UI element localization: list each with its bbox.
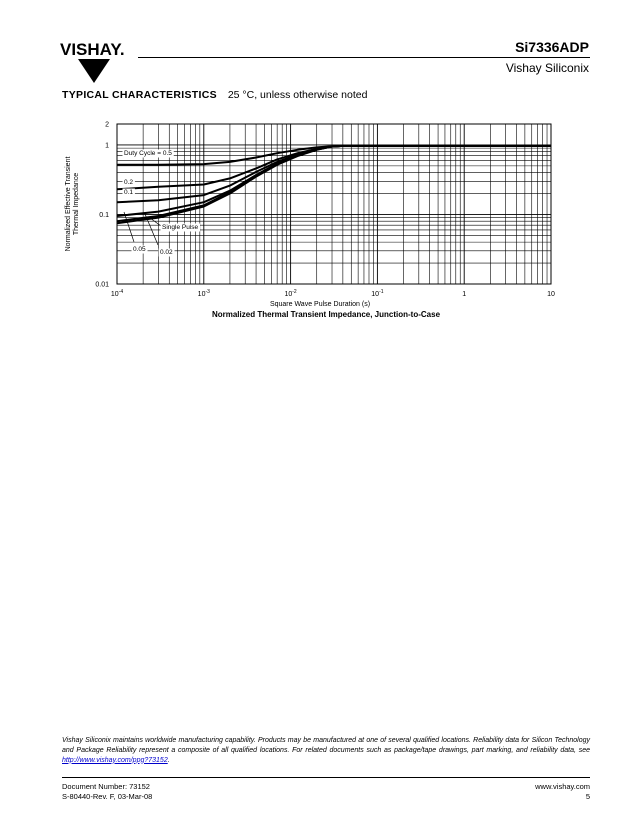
chart-curves [117, 146, 551, 223]
y-tick-label: 1 [105, 142, 109, 150]
part-number: Si7336ADP [515, 39, 589, 55]
brand-line: Vishay Siliconix [505, 61, 589, 75]
label-duty-cycle-0-02: 0.02 [160, 249, 173, 256]
curve-d002 [117, 146, 551, 221]
document-revision: S-80440-Rev. F, 03-Mar-08 [62, 792, 153, 801]
label-single-pulse: Single Pulse [162, 224, 199, 231]
curve-d005 [117, 146, 551, 216]
label-duty-cycle-0-5: Duty Cycle = 0.5 [124, 150, 172, 157]
y-tick-label: 2 [105, 121, 109, 129]
curve-single [117, 146, 551, 223]
x-tick-label: 1 [462, 291, 467, 298]
leader-single-pulse [150, 218, 161, 226]
leader-0-05 [124, 212, 134, 242]
document-number: Document Number: 73152 [62, 782, 150, 791]
label-duty-cycle-0-1: 0.1 [124, 189, 134, 196]
footer-note-text: Vishay Siliconix maintains worldwide manufacturing capability. Products may be manufactured at one of several qualified locations. Reliability data for Silicon Technology and Package Reliability represent a composite of all qualified locations. For related documents such as package/tape drawings, part marking, and reliability data, see [62, 737, 590, 754]
thermal-impedance-chart [0, 0, 641, 340]
x-tick-label: 10 [547, 291, 555, 298]
y-axis-label-line-1: Normalized Effective Transient [65, 156, 72, 252]
x-tick-label: $10^{-3}$ [197, 289, 210, 298]
x-tick-label: $10^{-2}$ [284, 289, 297, 298]
y-tick-label: 0.1 [99, 211, 109, 219]
chart-grid [117, 124, 551, 284]
curve-d02 [117, 146, 551, 189]
x-axis-label: Square Wave Pulse Duration (s) [269, 301, 371, 308]
y-tick-label: 0.01 [95, 281, 109, 289]
label-duty-cycle-0-2: 0.2 [124, 179, 134, 186]
x-tick-label: $10^{-4}$ [110, 289, 124, 298]
footer-note-end: . [167, 756, 170, 764]
section-condition: 25 °C, unless otherwise noted [227, 89, 368, 101]
y-axis-label-line-2: Thermal Impedance [73, 172, 80, 236]
footer-link[interactable]: http://www.vishay.com/ppg?73152 [62, 756, 168, 764]
vishay-logo-text: VISHAY. [60, 40, 125, 59]
chart-title: Normalized Thermal Transient Impedance, Junction-to-Case [211, 310, 441, 319]
label-duty-cycle-0-05: 0.05 [133, 246, 146, 253]
x-tick-label: $10^{-1}$ [371, 289, 384, 298]
footer-rule [62, 777, 590, 778]
footer-note [62, 736, 590, 765]
page-number: 5 [585, 792, 590, 801]
website-link[interactable]: www.vishay.com [535, 782, 590, 791]
section-heading: TYPICAL CHARACTERISTICS [62, 89, 217, 101]
curve-d05 [117, 146, 551, 165]
